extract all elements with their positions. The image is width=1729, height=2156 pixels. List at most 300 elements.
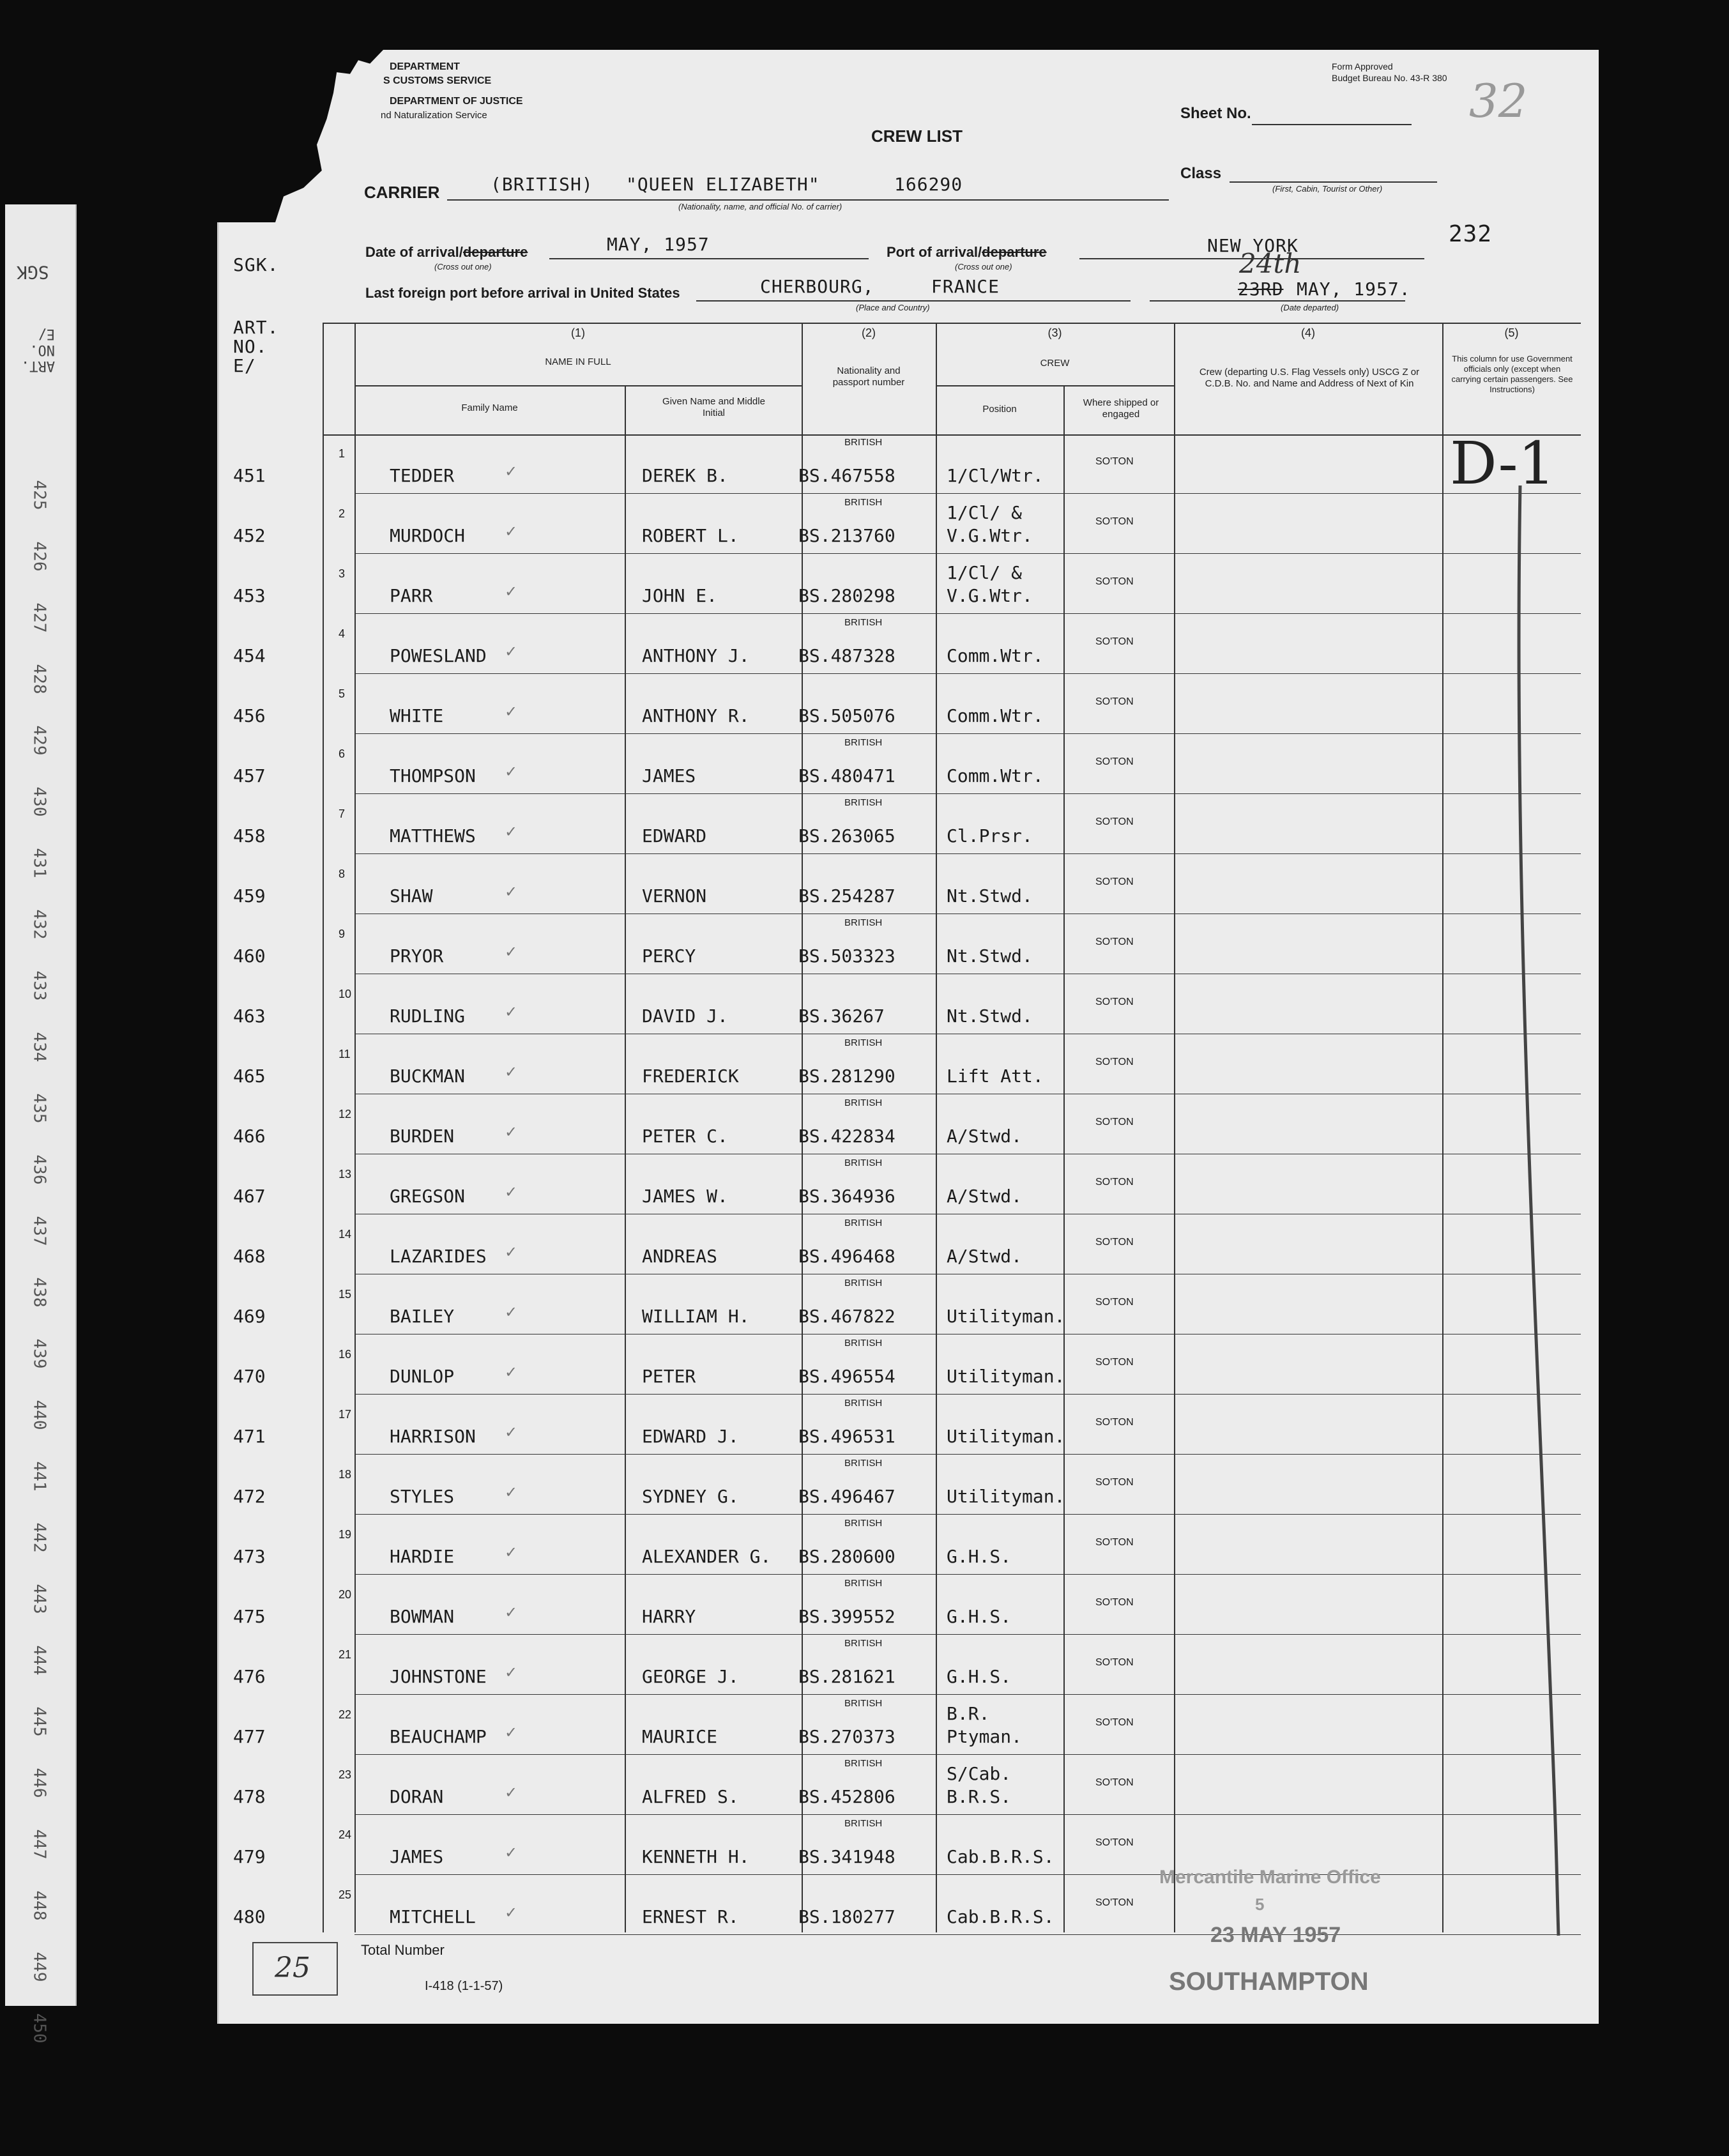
row-family-name: JAMES (390, 1846, 444, 1867)
check-mark-icon: ✓ (505, 703, 518, 721)
table-row (0, 975, 1729, 1035)
side-strip-number: 435 (29, 1093, 49, 1124)
row-seq-no: 16 (339, 1348, 352, 1361)
check-mark-icon: ✓ (505, 1663, 518, 1681)
row-seq-no: 15 (339, 1288, 352, 1301)
row-family-name: HARRISON (390, 1426, 476, 1447)
row-art-no: 478 (233, 1786, 266, 1807)
row-seq-no: 9 (339, 928, 346, 940)
side-strip-number: 444 (29, 1645, 49, 1676)
row-passport: BS.254287 (798, 885, 895, 906)
row-position: Nt.Stwd. (947, 885, 1033, 906)
check-mark-icon: ✓ (505, 943, 518, 961)
row-family-name: POWESLAND (390, 645, 487, 666)
port-label-text: Port of arrival/ (887, 244, 982, 260)
position-header: Position (982, 404, 1017, 415)
port-hint: (Cross out one) (955, 262, 1012, 271)
total-handwritten: 25 (275, 1952, 310, 1984)
row-passport: BS.496468 (798, 1246, 895, 1267)
row-nationality: BRITISH (844, 617, 883, 628)
check-mark-icon: ✓ (505, 1063, 518, 1081)
row-rule (354, 1514, 1581, 1515)
form-number: I-418 (1-1-57) (425, 1979, 503, 1993)
row-rule (354, 1874, 1581, 1875)
last-port-label: Last foreign port before arrival in United States (365, 285, 680, 301)
row-position: Cab.B.R.S. (947, 1846, 1055, 1867)
row-seq-no: 14 (339, 1228, 352, 1241)
row-passport: BS.496554 (798, 1366, 895, 1387)
form-approved: Form Approved (1332, 61, 1393, 72)
row-passport: BS.280600 (798, 1546, 895, 1567)
row-given-name: VERNON (642, 885, 707, 906)
row-passport: BS.281621 (798, 1666, 895, 1687)
row-position-line1: 1/Cl/ & (947, 562, 1023, 583)
table-row (0, 795, 1729, 855)
row-art-no: 456 (233, 705, 266, 726)
row-art-no: 470 (233, 1366, 266, 1387)
family-name-header: Family Name (461, 402, 518, 413)
row-nationality: BRITISH (844, 737, 883, 748)
row-seq-no: 1 (339, 447, 346, 460)
form-title: CREW LIST (871, 126, 963, 146)
row-shipped: SO'TON (1095, 1297, 1134, 1308)
row-given-name: JAMES (642, 765, 696, 786)
port-label (887, 244, 1047, 261)
side-strip-number: 443 (29, 1584, 49, 1614)
stamp-office: Mercantile Marine Office (1159, 1867, 1381, 1888)
check-mark-icon: ✓ (505, 1724, 518, 1741)
row-nationality: BRITISH (844, 1338, 883, 1349)
table-row (0, 735, 1729, 795)
row-rule (354, 613, 1581, 614)
table-row (0, 1816, 1729, 1876)
col5-number: (5) (1504, 326, 1519, 339)
check-mark-icon: ✓ (505, 643, 518, 661)
row-art-no: 463 (233, 1005, 266, 1027)
check-mark-icon: ✓ (505, 1603, 518, 1621)
row-position: Utilityman. (947, 1426, 1065, 1447)
row-nationality: BRITISH (844, 1698, 883, 1709)
row-rule (354, 1694, 1581, 1695)
stamp-city: SOUTHAMPTON (1169, 1968, 1369, 1996)
row-art-no: 452 (233, 525, 266, 546)
dept-line-2: S CUSTOMS SERVICE (383, 75, 492, 86)
last-port-value: CHERBOURG, FRANCE (760, 276, 1000, 297)
row-seq-no: 12 (339, 1108, 352, 1120)
table-row (0, 915, 1729, 975)
row-family-name: RUDLING (390, 1005, 466, 1027)
table-row (0, 1575, 1729, 1635)
row-given-name: PETER C. (642, 1126, 728, 1147)
check-mark-icon: ✓ (505, 1123, 518, 1141)
row-rule (354, 493, 1581, 494)
row-position: 1/Cl/Wtr. (947, 465, 1044, 486)
row-passport: BS.505076 (798, 705, 895, 726)
table-row (0, 1755, 1729, 1816)
row-passport: BS.399552 (798, 1606, 895, 1627)
row-family-name: SHAW (390, 885, 433, 906)
table-row (0, 1635, 1729, 1695)
col1-title: NAME IN FULL (545, 356, 611, 367)
table-row (0, 1095, 1729, 1155)
side-strip-number: 440 (29, 1400, 49, 1430)
row-family-name: BOWMAN (390, 1606, 455, 1627)
arrival-value: MAY, 1957 (607, 234, 710, 255)
row-seq-no: 5 (339, 687, 346, 700)
sheet-label: Sheet No. (1180, 105, 1251, 122)
date-departed-handwritten: 24th (1239, 248, 1302, 279)
row-shipped: SO'TON (1095, 1597, 1134, 1608)
col2-number: (2) (862, 326, 876, 339)
row-position: Comm.Wtr. (947, 705, 1044, 726)
row-shipped: SO'TON (1095, 997, 1134, 1007)
class-underline (1230, 181, 1437, 183)
row-shipped: SO'TON (1095, 1837, 1134, 1848)
row-position: Comm.Wtr. (947, 645, 1044, 666)
row-position: Utilityman. (947, 1486, 1065, 1507)
row-given-name: EDWARD (642, 825, 707, 846)
row-passport: BS.467822 (798, 1306, 895, 1327)
row-rule (354, 1394, 1581, 1395)
row-passport: BS.270373 (798, 1726, 895, 1747)
side-strip-number: 442 (29, 1522, 49, 1553)
side-strip-number: 441 (29, 1461, 49, 1492)
table-top-rule (323, 323, 1581, 324)
row-given-name: PERCY (642, 945, 696, 967)
row-art-no: 468 (233, 1246, 266, 1267)
table-row (0, 1515, 1729, 1575)
row-nationality: BRITISH (844, 437, 883, 448)
row-passport: BS.422834 (798, 1126, 895, 1147)
port-struck: departure (982, 244, 1047, 260)
row-position: Comm.Wtr. (947, 765, 1044, 786)
row-shipped: SO'TON (1095, 756, 1134, 767)
row-rule (354, 793, 1581, 794)
check-mark-icon: ✓ (505, 1303, 518, 1321)
row-given-name: ANTHONY R. (642, 705, 750, 726)
row-family-name: MITCHELL (390, 1906, 476, 1927)
row-nationality: BRITISH (844, 1218, 883, 1228)
row-art-no: 459 (233, 885, 266, 906)
row-nationality: BRITISH (844, 1578, 883, 1589)
row-given-name: SYDNEY G. (642, 1486, 739, 1507)
row-given-name: JOHN E. (642, 585, 718, 606)
row-art-no: 477 (233, 1726, 266, 1747)
date-departed-hint: (Date departed) (1281, 303, 1339, 312)
row-passport: BS.480471 (798, 765, 895, 786)
row-shipped: SO'TON (1095, 636, 1134, 647)
col1-number: (1) (571, 326, 585, 339)
side-strip-number: 448 (29, 1890, 49, 1921)
row-family-name: HARDIE (390, 1546, 455, 1567)
row-position: Cl.Prsr. (947, 825, 1033, 846)
side-strip-number: 429 (29, 725, 49, 756)
row-nationality: BRITISH (844, 1818, 883, 1829)
stamp-date: 23 MAY 1957 (1210, 1923, 1341, 1947)
check-mark-icon: ✓ (505, 1183, 518, 1201)
row-given-name: EDWARD J. (642, 1426, 739, 1447)
arrival-hint: (Cross out one) (434, 262, 492, 271)
row-rule (354, 553, 1581, 554)
side-strip-number: 437 (29, 1216, 49, 1246)
row-nationality: BRITISH (844, 1638, 883, 1649)
dept-line-3: DEPARTMENT OF JUSTICE (390, 96, 523, 107)
arrival-struck: departure (462, 244, 528, 260)
row-nationality: BRITISH (844, 1758, 883, 1769)
row-position: G.H.S. (947, 1546, 1012, 1567)
row-seq-no: 18 (339, 1468, 352, 1481)
row-seq-no: 21 (339, 1648, 352, 1661)
row-given-name: MAURICE (642, 1726, 718, 1747)
row-nationality: BRITISH (844, 917, 883, 928)
row-passport: BS.452806 (798, 1786, 895, 1807)
row-position: A/Stwd. (947, 1126, 1023, 1147)
row-art-no: 465 (233, 1066, 266, 1087)
side-strip-number: 433 (29, 970, 49, 1001)
row-art-no: 457 (233, 765, 266, 786)
table-row (0, 1155, 1729, 1215)
budget-bureau: Budget Bureau No. 43-R 380 (1332, 73, 1447, 83)
row-position: Cab.B.R.S. (947, 1906, 1055, 1927)
row-position: G.H.S. (947, 1666, 1012, 1687)
dept-line-1: DEPARTMENT (390, 61, 460, 72)
check-mark-icon: ✓ (505, 463, 518, 480)
row-position-line1: S/Cab. (947, 1763, 1012, 1784)
row-given-name: FREDERICK (642, 1066, 739, 1087)
row-passport: BS.364936 (798, 1186, 895, 1207)
row-shipped: SO'TON (1095, 1897, 1134, 1908)
row-seq-no: 11 (339, 1048, 351, 1060)
row-nationality: BRITISH (844, 1398, 883, 1409)
row-position-line1: B.R. (947, 1703, 990, 1724)
side-strip-art-label: ART. NO. E/ (21, 326, 55, 374)
row-given-name: ANDREAS (642, 1246, 718, 1267)
last-port-underline (696, 300, 1131, 302)
crew-header-rule (936, 385, 1174, 386)
row-shipped: SO'TON (1095, 1417, 1134, 1428)
row-art-no: 454 (233, 645, 266, 666)
row-art-no: 480 (233, 1906, 266, 1927)
row-shipped: SO'TON (1095, 937, 1134, 947)
row-art-no: 466 (233, 1126, 266, 1147)
row-position: Nt.Stwd. (947, 945, 1033, 967)
row-seq-no: 20 (339, 1588, 352, 1601)
side-strip-number: 428 (29, 664, 49, 694)
side-strip-number: 447 (29, 1829, 49, 1860)
side-strip-number: 450 (29, 2013, 49, 2044)
row-art-no: 453 (233, 585, 266, 606)
row-given-name: ANTHONY J. (642, 645, 750, 666)
check-mark-icon: ✓ (505, 1363, 518, 1381)
arrival-label (365, 244, 528, 261)
row-rule (354, 1934, 1581, 1935)
shipped-header: Where shipped or engaged (1083, 397, 1159, 420)
arrival-label-text: Date of arrival/ (365, 244, 463, 260)
row-given-name: KENNETH H. (642, 1846, 750, 1867)
row-rule (354, 1634, 1581, 1635)
total-label: Total Number (361, 1942, 445, 1958)
page-number: 232 (1449, 221, 1493, 247)
row-shipped: SO'TON (1095, 816, 1134, 827)
row-shipped: SO'TON (1095, 696, 1134, 707)
check-mark-icon: ✓ (505, 1844, 518, 1862)
side-strip-number: 425 (29, 480, 49, 510)
row-passport: BS.496531 (798, 1426, 895, 1447)
row-rule (354, 1754, 1581, 1755)
row-art-no: 475 (233, 1606, 266, 1627)
table-row (0, 554, 1729, 615)
row-shipped: SO'TON (1095, 1057, 1134, 1067)
row-seq-no: 19 (339, 1528, 352, 1541)
row-seq-no: 17 (339, 1408, 352, 1421)
date-departed-struck: 23RD (1238, 279, 1284, 300)
row-position-line1: 1/Cl/ & (947, 502, 1023, 523)
row-position: Utilityman. (947, 1306, 1065, 1327)
table-row (0, 855, 1729, 915)
row-art-no: 460 (233, 945, 266, 967)
col4-number: (4) (1301, 326, 1315, 339)
carrier-number: 166290 (894, 174, 963, 195)
row-passport: BS.281290 (798, 1066, 895, 1087)
check-mark-icon: ✓ (505, 823, 518, 841)
row-art-no: 473 (233, 1546, 266, 1567)
col3-title: CREW (1040, 358, 1070, 369)
row-family-name: TEDDER (390, 465, 455, 486)
side-strip-number: 449 (29, 1952, 49, 1982)
table-row (0, 675, 1729, 735)
row-seq-no: 23 (339, 1768, 352, 1781)
row-passport: BS.467558 (798, 465, 895, 486)
carrier-nationality: (BRITISH) (491, 174, 593, 195)
row-given-name: JAMES W. (642, 1186, 728, 1207)
row-family-name: PRYOR (390, 945, 444, 967)
row-shipped: SO'TON (1095, 576, 1134, 587)
row-passport: BS.263065 (798, 825, 895, 846)
sheet-number: 32 (1469, 74, 1528, 128)
row-passport: BS.36267 (798, 1005, 885, 1027)
place-hint: (Place and Country) (856, 303, 930, 312)
table-row (0, 1455, 1729, 1515)
row-shipped: SO'TON (1095, 1237, 1134, 1248)
row-art-no: 479 (233, 1846, 266, 1867)
row-seq-no: 3 (339, 567, 346, 580)
dept-line-4: nd Naturalization Service (381, 110, 487, 121)
check-mark-icon: ✓ (505, 1543, 518, 1561)
check-mark-icon: ✓ (505, 1784, 518, 1801)
side-strip-number: 427 (29, 602, 49, 633)
row-nationality: BRITISH (844, 797, 883, 808)
row-seq-no: 2 (339, 507, 346, 520)
row-position: A/Stwd. (947, 1186, 1023, 1207)
row-shipped: SO'TON (1095, 1117, 1134, 1128)
row-shipped: SO'TON (1095, 516, 1134, 527)
row-rule (354, 853, 1581, 854)
row-nationality: BRITISH (844, 497, 883, 508)
side-strip-number: 432 (29, 909, 49, 940)
row-position: Lift Att. (947, 1066, 1044, 1087)
row-position: B.R.S. (947, 1786, 1012, 1807)
row-seq-no: 10 (339, 988, 352, 1000)
row-nationality: BRITISH (844, 1278, 883, 1288)
row-family-name: DUNLOP (390, 1366, 455, 1387)
port-value: NEW YORK (1207, 235, 1299, 256)
row-rule (354, 1574, 1581, 1575)
row-seq-no: 4 (339, 627, 346, 640)
row-given-name: DAVID J. (642, 1005, 728, 1027)
row-seq-no: 22 (339, 1708, 352, 1721)
row-given-name: GEORGE J. (642, 1666, 739, 1687)
row-passport: BS.180277 (798, 1906, 895, 1927)
name-header-rule (354, 385, 802, 386)
row-family-name: BAILEY (390, 1306, 455, 1327)
row-seq-no: 6 (339, 747, 346, 760)
table-row (0, 1876, 1729, 1936)
carrier-underline (447, 199, 1169, 201)
row-given-name: PETER (642, 1366, 696, 1387)
d1-annotation: D-1 (1450, 429, 1556, 498)
row-rule (354, 673, 1581, 674)
row-family-name: PARR (390, 585, 433, 606)
row-family-name: DORAN (390, 1786, 444, 1807)
row-given-name: ROBERT L. (642, 525, 739, 546)
art-no-header: ART. NO. E/ (233, 317, 279, 376)
row-shipped: SO'TON (1095, 1657, 1134, 1668)
col3-number: (3) (1047, 326, 1062, 339)
side-strip-number: 426 (29, 541, 49, 572)
table-row (0, 1395, 1729, 1455)
row-family-name: MURDOCH (390, 525, 466, 546)
table-row (0, 1035, 1729, 1095)
row-shipped: SO'TON (1095, 1177, 1134, 1188)
class-label: Class (1180, 165, 1222, 182)
check-mark-icon: ✓ (505, 1243, 518, 1261)
sheet-underline (1252, 124, 1412, 125)
row-art-no: 467 (233, 1186, 266, 1207)
row-shipped: SO'TON (1095, 456, 1134, 467)
row-shipped: SO'TON (1095, 1357, 1134, 1368)
row-shipped: SO'TON (1095, 1537, 1134, 1548)
check-mark-icon: ✓ (505, 1483, 518, 1501)
table-row (0, 615, 1729, 675)
row-position: Utilityman. (947, 1366, 1065, 1387)
row-position: Ptyman. (947, 1726, 1023, 1747)
table-row (0, 1275, 1729, 1335)
arrival-underline (549, 258, 869, 259)
carrier-name: "QUEEN ELIZABETH" (626, 174, 820, 195)
side-strip-number: 431 (29, 848, 49, 878)
carrier-hint: (Nationality, name, and official No. of carrier) (678, 202, 842, 211)
row-passport: BS.213760 (798, 525, 895, 546)
row-rule (354, 1814, 1581, 1815)
row-given-name: ALFRED S. (642, 1786, 739, 1807)
row-passport: BS.496467 (798, 1486, 895, 1507)
given-name-header: Given Name and Middle Initial (662, 396, 765, 418)
row-shipped: SO'TON (1095, 1717, 1134, 1728)
check-mark-icon: ✓ (505, 523, 518, 540)
row-family-name: GREGSON (390, 1186, 466, 1207)
row-passport: BS.487328 (798, 645, 895, 666)
side-strip-number: 434 (29, 1032, 49, 1062)
row-art-no: 458 (233, 825, 266, 846)
row-nationality: BRITISH (844, 1037, 883, 1048)
row-rule (354, 733, 1581, 734)
row-family-name: THOMPSON (390, 765, 476, 786)
row-seq-no: 7 (339, 807, 346, 820)
col5-title: This column for use Government officials only (except when carrying certain passengers. See Instructions) (1451, 354, 1573, 394)
side-strip-number: 446 (29, 1768, 49, 1798)
row-position: G.H.S. (947, 1606, 1012, 1627)
row-seq-no: 13 (339, 1168, 352, 1181)
